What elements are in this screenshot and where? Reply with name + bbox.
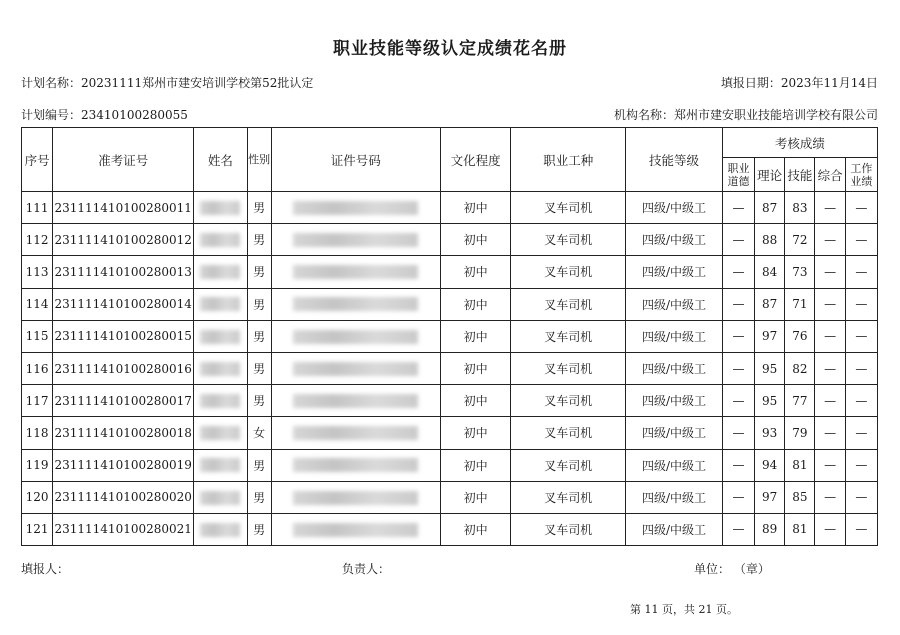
cell-name: [194, 513, 247, 545]
cell-seq: 114: [22, 288, 53, 320]
cell-seq: 118: [22, 417, 53, 449]
cell-work-performance: —: [845, 513, 877, 545]
cell-id-no: [271, 288, 440, 320]
org-value: 郑州市建安职业技能培训学校有限公司: [673, 108, 878, 122]
cell-overall: —: [815, 288, 845, 320]
cell-id-no: [271, 224, 440, 256]
header-work-performance: 工作业绩: [845, 158, 877, 192]
fill-date: [721, 74, 878, 91]
redacted-blur: [200, 523, 240, 537]
org-name: [614, 106, 878, 123]
cell-overall: —: [815, 513, 845, 545]
table-row: [22, 481, 878, 513]
cell-name: [194, 320, 247, 352]
cell-ethics: —: [722, 481, 754, 513]
footer-unit: 单位： （章）: [694, 562, 770, 576]
table-row: [22, 224, 878, 256]
cell-ethics: —: [722, 320, 754, 352]
cell-education: 初中: [440, 320, 510, 352]
cell-ethics: —: [722, 352, 754, 384]
fill-date-value: 2023年11月14日: [780, 76, 878, 90]
cell-occupation: 叉车司机: [511, 224, 626, 256]
cell-gender: 男: [247, 385, 271, 417]
cell-exam-no: 231111410100280015: [53, 320, 194, 352]
cell-seq: 119: [22, 449, 53, 481]
redacted-blur: [293, 394, 418, 408]
cell-exam-no: 231111410100280017: [53, 385, 194, 417]
cell-ethics: —: [722, 224, 754, 256]
cell-skill: 77: [785, 385, 815, 417]
cell-skill: 82: [785, 352, 815, 384]
cell-skill: 76: [785, 320, 815, 352]
cell-occupation: 叉车司机: [511, 481, 626, 513]
cell-skill-level: 四级/中级工: [626, 320, 723, 352]
cell-gender: 男: [247, 224, 271, 256]
cell-ethics: —: [722, 192, 754, 224]
cell-education: 初中: [440, 417, 510, 449]
cell-education: 初中: [440, 288, 510, 320]
cell-id-no: [271, 449, 440, 481]
header-skill-level: 技能等级: [626, 128, 723, 192]
cell-overall: —: [815, 224, 845, 256]
cell-id-no: [271, 320, 440, 352]
footer-responsible: 负责人：: [342, 562, 391, 576]
cell-name: [194, 385, 247, 417]
redacted-blur: [200, 330, 240, 344]
plan-name-value: 20231111郑州市建安培训学校第52批认定: [81, 76, 314, 90]
redacted-blur: [293, 201, 418, 215]
cell-id-no: [271, 513, 440, 545]
table-row: [22, 320, 878, 352]
page-info: 第 11 页，共 21 页。: [630, 603, 738, 616]
cell-ethics: —: [722, 288, 754, 320]
cell-exam-no: 231111410100280011: [53, 192, 194, 224]
cell-theory: 93: [755, 417, 785, 449]
cell-seq: 116: [22, 352, 53, 384]
cell-occupation: 叉车司机: [511, 449, 626, 481]
cell-occupation: 叉车司机: [511, 385, 626, 417]
cell-gender: 男: [247, 513, 271, 545]
cell-education: 初中: [440, 192, 510, 224]
header-education: 文化程度: [440, 128, 510, 192]
cell-overall: —: [815, 320, 845, 352]
cell-gender: 男: [247, 352, 271, 384]
cell-skill-level: 四级/中级工: [626, 288, 723, 320]
cell-work-performance: —: [845, 449, 877, 481]
cell-skill-level: 四级/中级工: [626, 481, 723, 513]
table-row: [22, 417, 878, 449]
table-row: [22, 449, 878, 481]
cell-id-no: [271, 352, 440, 384]
cell-skill-level: 四级/中级工: [626, 224, 723, 256]
header-id-no: 证件号码: [271, 128, 440, 192]
cell-seq: 112: [22, 224, 53, 256]
cell-occupation: 叉车司机: [511, 513, 626, 545]
cell-skill: 81: [785, 513, 815, 545]
redacted-blur: [293, 491, 418, 505]
header-skill: 技能: [785, 158, 815, 192]
cell-occupation: 叉车司机: [511, 288, 626, 320]
cell-overall: —: [815, 192, 845, 224]
cell-occupation: 叉车司机: [511, 192, 626, 224]
cell-education: 初中: [440, 449, 510, 481]
redacted-blur: [293, 330, 418, 344]
header-theory: 理论: [755, 158, 785, 192]
cell-overall: —: [815, 449, 845, 481]
redacted-blur: [200, 297, 240, 311]
cell-seq: 115: [22, 320, 53, 352]
cell-name: [194, 192, 247, 224]
redacted-blur: [200, 362, 240, 376]
cell-id-no: [271, 385, 440, 417]
cell-occupation: 叉车司机: [511, 352, 626, 384]
cell-theory: 87: [755, 192, 785, 224]
plan-name-label: 计划名称：: [21, 76, 82, 90]
cell-theory: 95: [755, 385, 785, 417]
cell-exam-no: 231111410100280019: [53, 449, 194, 481]
cell-skill-level: 四级/中级工: [626, 449, 723, 481]
plan-name: [21, 74, 313, 91]
page-title: 职业技能等级认定成绩花名册: [333, 39, 567, 59]
cell-exam-no: 231111410100280021: [53, 513, 194, 545]
cell-exam-no: 231111410100280014: [53, 288, 194, 320]
cell-overall: —: [815, 481, 845, 513]
cell-skill-level: 四级/中级工: [626, 256, 723, 288]
cell-work-performance: —: [845, 481, 877, 513]
header-ethics: 职业道德: [722, 158, 754, 192]
cell-overall: —: [815, 256, 845, 288]
cell-work-performance: —: [845, 385, 877, 417]
cell-seq: 113: [22, 256, 53, 288]
cell-skill-level: 四级/中级工: [626, 417, 723, 449]
header-exam-no: 准考证号: [53, 128, 194, 192]
cell-theory: 89: [755, 513, 785, 545]
cell-theory: 97: [755, 481, 785, 513]
cell-occupation: 叉车司机: [511, 320, 626, 352]
redacted-blur: [293, 458, 418, 472]
table-row: [22, 192, 878, 224]
cell-ethics: —: [722, 513, 754, 545]
cell-exam-no: 231111410100280020: [53, 481, 194, 513]
cell-gender: 女: [247, 417, 271, 449]
cell-ethics: —: [722, 385, 754, 417]
cell-gender: 男: [247, 256, 271, 288]
table-row: [22, 256, 878, 288]
redacted-blur: [293, 362, 418, 376]
cell-skill: 81: [785, 449, 815, 481]
redacted-blur: [200, 201, 240, 215]
cell-seq: 120: [22, 481, 53, 513]
cell-exam-no: 231111410100280018: [53, 417, 194, 449]
cell-seq: 121: [22, 513, 53, 545]
cell-education: 初中: [440, 224, 510, 256]
header-occupation: 职业工种: [511, 128, 626, 192]
redacted-blur: [200, 394, 240, 408]
cell-education: 初中: [440, 385, 510, 417]
table-row: [22, 288, 878, 320]
cell-gender: 男: [247, 288, 271, 320]
cell-id-no: [271, 481, 440, 513]
cell-seq: 117: [22, 385, 53, 417]
cell-gender: 男: [247, 320, 271, 352]
cell-work-performance: —: [845, 320, 877, 352]
cell-skill: 73: [785, 256, 815, 288]
cell-theory: 97: [755, 320, 785, 352]
cell-work-performance: —: [845, 256, 877, 288]
cell-skill: 72: [785, 224, 815, 256]
cell-name: [194, 481, 247, 513]
redacted-blur: [293, 233, 418, 247]
cell-id-no: [271, 192, 440, 224]
cell-name: [194, 256, 247, 288]
cell-theory: 84: [755, 256, 785, 288]
cell-seq: 111: [22, 192, 53, 224]
cell-ethics: —: [722, 449, 754, 481]
cell-skill: 71: [785, 288, 815, 320]
score-roster-table: [21, 127, 878, 546]
plan-no: [21, 106, 188, 123]
cell-name: [194, 417, 247, 449]
plan-no-value: 23410100280055: [81, 108, 188, 122]
cell-skill: 83: [785, 192, 815, 224]
cell-ethics: —: [722, 417, 754, 449]
redacted-blur: [293, 523, 418, 537]
cell-theory: 95: [755, 352, 785, 384]
cell-name: [194, 224, 247, 256]
cell-id-no: [271, 417, 440, 449]
cell-education: 初中: [440, 481, 510, 513]
cell-ethics: —: [722, 256, 754, 288]
cell-work-performance: —: [845, 224, 877, 256]
cell-skill-level: 四级/中级工: [626, 513, 723, 545]
cell-overall: —: [815, 352, 845, 384]
cell-skill-level: 四级/中级工: [626, 352, 723, 384]
redacted-blur: [200, 491, 240, 505]
cell-education: 初中: [440, 513, 510, 545]
header-name: 姓名: [194, 128, 247, 192]
cell-skill: 79: [785, 417, 815, 449]
cell-occupation: 叉车司机: [511, 417, 626, 449]
redacted-blur: [200, 233, 240, 247]
cell-work-performance: —: [845, 417, 877, 449]
cell-education: 初中: [440, 256, 510, 288]
cell-overall: —: [815, 385, 845, 417]
cell-theory: 87: [755, 288, 785, 320]
cell-skill-level: 四级/中级工: [626, 192, 723, 224]
table-row: [22, 352, 878, 384]
cell-gender: 男: [247, 481, 271, 513]
table-row: [22, 385, 878, 417]
redacted-blur: [200, 265, 240, 279]
redacted-blur: [200, 458, 240, 472]
header-overall: 综合: [815, 158, 845, 192]
org-label: 机构名称：: [613, 108, 674, 122]
cell-exam-no: 231111410100280012: [53, 224, 194, 256]
cell-exam-no: 231111410100280013: [53, 256, 194, 288]
cell-name: [194, 288, 247, 320]
redacted-blur: [293, 426, 418, 440]
plan-no-label: 计划编号：: [21, 108, 82, 122]
cell-education: 初中: [440, 352, 510, 384]
cell-exam-no: 231111410100280016: [53, 352, 194, 384]
cell-occupation: 叉车司机: [511, 256, 626, 288]
table-row: [22, 513, 878, 545]
header-scores: 考核成绩: [722, 128, 877, 158]
redacted-blur: [293, 265, 418, 279]
cell-skill: 85: [785, 481, 815, 513]
footer-filler: 填报人：: [21, 562, 70, 576]
redacted-blur: [200, 426, 240, 440]
cell-gender: 男: [247, 449, 271, 481]
header-seq: 序号: [22, 128, 53, 192]
cell-overall: —: [815, 417, 845, 449]
fill-date-label: 填报日期：: [720, 76, 781, 90]
cell-name: [194, 352, 247, 384]
cell-theory: 94: [755, 449, 785, 481]
cell-id-no: [271, 256, 440, 288]
cell-skill-level: 四级/中级工: [626, 385, 723, 417]
cell-work-performance: —: [845, 192, 877, 224]
cell-work-performance: —: [845, 352, 877, 384]
header-gender: 性别: [247, 128, 271, 192]
cell-name: [194, 449, 247, 481]
cell-gender: 男: [247, 192, 271, 224]
cell-theory: 88: [755, 224, 785, 256]
redacted-blur: [293, 297, 418, 311]
cell-work-performance: —: [845, 288, 877, 320]
